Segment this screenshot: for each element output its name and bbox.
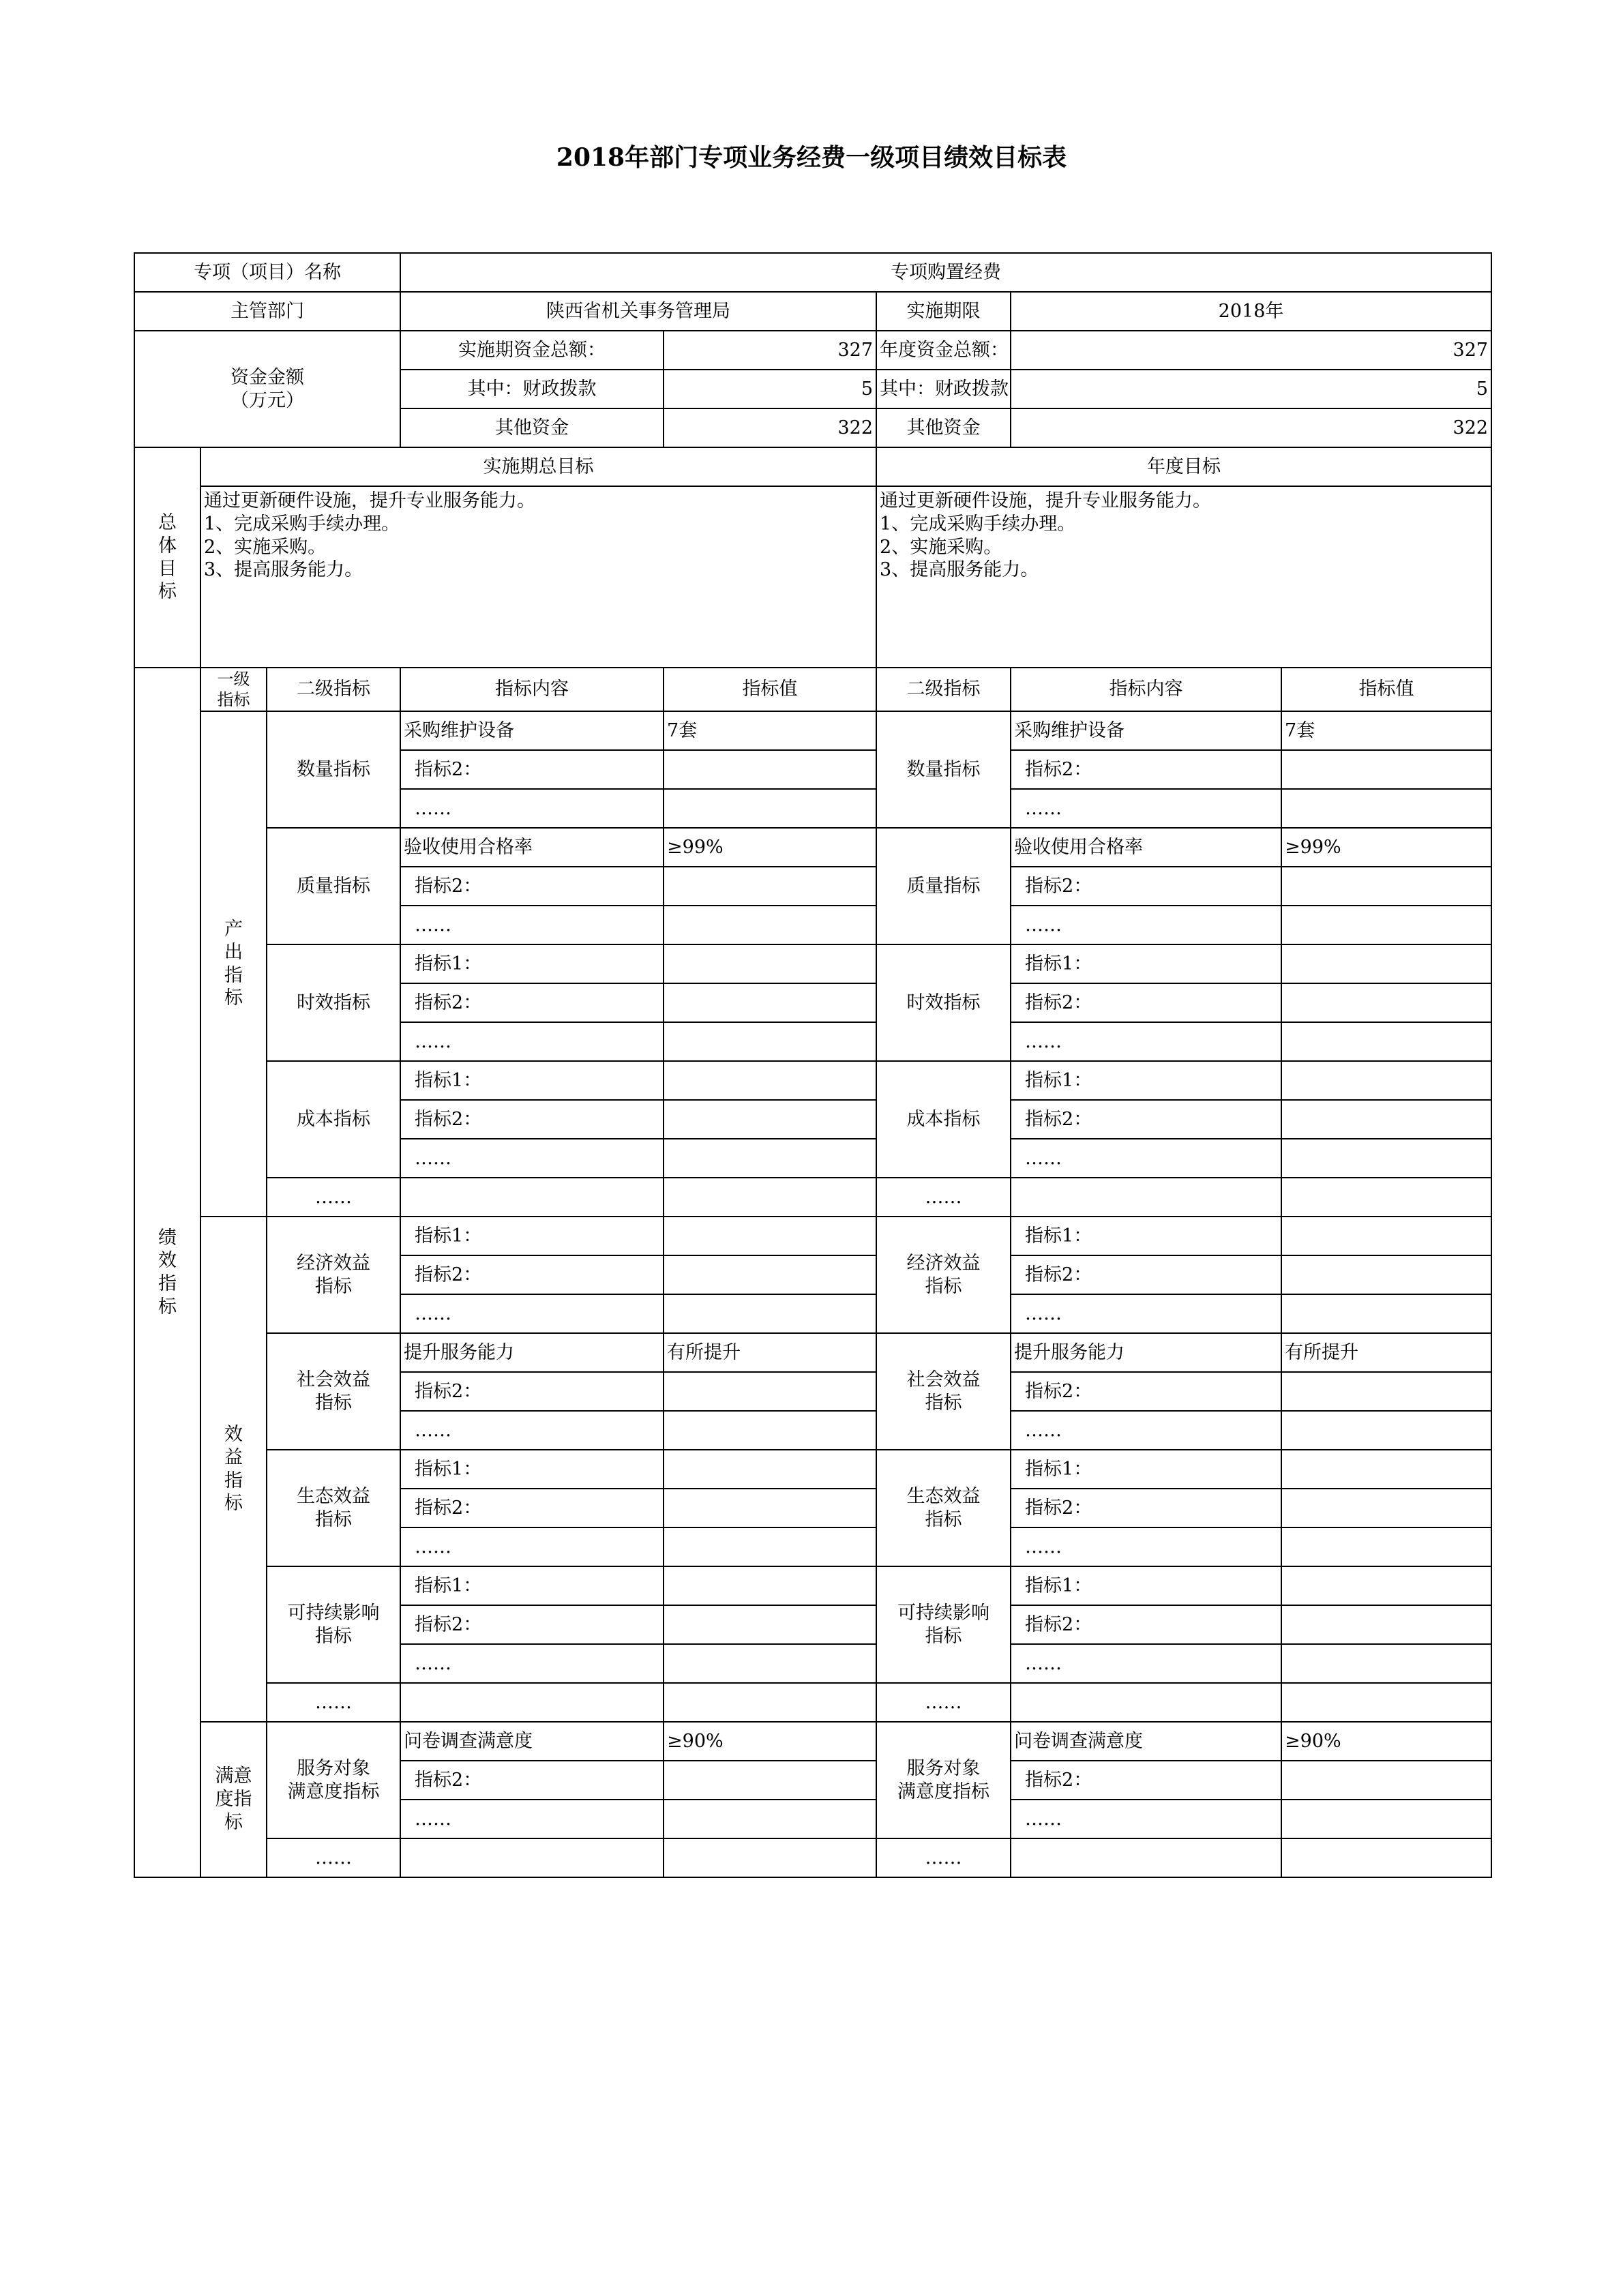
year-fiscal-label: 其中：财政拨款	[876, 370, 1011, 408]
indicator-content-left: 验收使用合格率	[400, 828, 664, 867]
indicator-content-right: 指标1：	[1011, 1450, 1281, 1489]
level1-indicator-label: 产 出 指 标	[200, 711, 267, 1217]
indicator-content-right: 指标1：	[1011, 944, 1281, 983]
value-empty-right	[1281, 1178, 1491, 1217]
indicator-content-left: 指标1：	[400, 1217, 664, 1255]
indicator-value-left: 7套	[664, 711, 876, 750]
indicator-value-left	[664, 1761, 876, 1800]
performance-target-table	[134, 252, 1492, 1878]
impl-other-value: 322	[664, 408, 876, 447]
indicator-header-row	[134, 668, 1491, 711]
indicator-content-left: 指标2：	[400, 1605, 664, 1644]
value-header-left: 指标值	[664, 668, 876, 711]
page-title: 2018年部门专项业务经费一级项目绩效目标表	[556, 143, 1067, 172]
indicator-content-right: ……	[1011, 789, 1281, 828]
project-name-value: 专项购置经费	[400, 253, 1491, 292]
level2-indicator-right: 成本指标	[876, 1061, 1011, 1178]
funds-label	[134, 331, 400, 447]
year-goal-header: 年度目标	[876, 447, 1491, 486]
indicator-value-right	[1281, 750, 1491, 789]
level1-indicator-label: 效 益 指 标	[200, 1217, 267, 1722]
indicator-content-right: 指标2：	[1011, 1100, 1281, 1139]
indicator-value-right	[1281, 867, 1491, 906]
content-header-left: 指标内容	[400, 668, 664, 711]
indicator-content-left: 指标2：	[400, 1761, 664, 1800]
indicator-value-right	[1281, 1800, 1491, 1838]
indicator-content-right: 验收使用合格率	[1011, 828, 1281, 867]
indicator-content-left: ……	[400, 1644, 664, 1683]
indicator-content-left: ……	[400, 789, 664, 828]
goals-header-row	[134, 447, 1491, 486]
level2-indicator-right: 可持续影响 指标	[876, 1566, 1011, 1683]
indicator-value-right: ≥99%	[1281, 828, 1491, 867]
level2-ellipsis-left: ……	[267, 1838, 400, 1877]
year-total-value: 327	[1011, 331, 1491, 370]
indicator-content-right: ……	[1011, 1022, 1281, 1061]
indicator-value-left	[664, 1294, 876, 1333]
indicator-value-right: 7套	[1281, 711, 1491, 750]
indicator-row	[134, 1566, 1491, 1605]
indicator-content-right: ……	[1011, 906, 1281, 944]
level2-ellipsis-right: ……	[876, 1838, 1011, 1877]
level2-ellipsis-right: ……	[876, 1683, 1011, 1722]
period-label: 实施期限	[876, 292, 1011, 331]
indicator-content-left: ……	[400, 1800, 664, 1838]
indicator-content-left: 提升服务能力	[400, 1333, 664, 1372]
level1-indicator-label: 满意 度指 标	[200, 1722, 267, 1877]
indicator-value-left	[664, 1527, 876, 1566]
content-empty-right	[1011, 1178, 1281, 1217]
indicator-value-left	[664, 1255, 876, 1294]
indicator-content-right: ……	[1011, 1294, 1281, 1333]
goals-text-row	[134, 486, 1491, 668]
indicator-value-right	[1281, 906, 1491, 944]
level2-indicator-right: 服务对象 满意度指标	[876, 1722, 1011, 1838]
level2-indicator-right: 社会效益 指标	[876, 1333, 1011, 1450]
level2-indicator-left: 生态效益 指标	[267, 1450, 400, 1566]
level2-indicator-left: 社会效益 指标	[267, 1333, 400, 1450]
level1-header: 一级 指标	[200, 668, 267, 711]
indicator-content-right: 指标1：	[1011, 1217, 1281, 1255]
indicator-content-left: 指标2：	[400, 1255, 664, 1294]
indicator-row	[134, 1450, 1491, 1489]
indicator-value-right	[1281, 1255, 1491, 1294]
level2-ellipsis-left: ……	[267, 1178, 400, 1217]
indicator-content-right: 问卷调查满意度	[1011, 1722, 1281, 1761]
indicator-row	[134, 1722, 1491, 1761]
funds-label-line1: 资金金额	[230, 366, 304, 388]
indicator-value-left: 有所提升	[664, 1333, 876, 1372]
indicator-value-right	[1281, 1644, 1491, 1683]
indicator-content-right: 指标2：	[1011, 1372, 1281, 1411]
indicator-content-left: 指标1：	[400, 1450, 664, 1489]
indicator-content-right: 指标2：	[1011, 867, 1281, 906]
level2-indicator-left: 数量指标	[267, 711, 400, 828]
indicator-content-right: 指标2：	[1011, 1761, 1281, 1800]
indicator-value-left: ≥99%	[664, 828, 876, 867]
indicator-value-right	[1281, 1372, 1491, 1411]
value-empty-left	[664, 1178, 876, 1217]
indicator-content-right: ……	[1011, 1644, 1281, 1683]
indicator-value-left	[664, 944, 876, 983]
indicator-content-left: 采购维护设备	[400, 711, 664, 750]
indicator-value-right	[1281, 1527, 1491, 1566]
level2-indicator-right: 时效指标	[876, 944, 1011, 1061]
indicator-content-right: 提升服务能力	[1011, 1333, 1281, 1372]
indicator-value-left	[664, 1022, 876, 1061]
indicator-content-left: 指标2：	[400, 1372, 664, 1411]
level2-ellipsis-left: ……	[267, 1683, 400, 1722]
indicator-content-left: ……	[400, 1527, 664, 1566]
indicator-content-left: ……	[400, 1022, 664, 1061]
indicator-content-right: 指标2：	[1011, 1489, 1281, 1527]
indicator-value-right: ≥90%	[1281, 1722, 1491, 1761]
indicator-value-right	[1281, 1489, 1491, 1527]
indicator-row	[134, 1061, 1491, 1100]
funds-label-line2: （万元）	[230, 389, 304, 411]
indicator-content-left: 指标1：	[400, 1061, 664, 1100]
perf-indicator-side-label: 绩 效 指 标	[134, 668, 200, 1877]
indicator-content-left: 指标1：	[400, 1566, 664, 1605]
indicator-content-right: 指标2：	[1011, 1605, 1281, 1644]
indicator-value-left	[664, 1800, 876, 1838]
content-empty-left	[400, 1178, 664, 1217]
indicator-value-left	[664, 1372, 876, 1411]
period-value: 2018年	[1011, 292, 1491, 331]
indicator-content-right: 指标1：	[1011, 1566, 1281, 1605]
indicator-ellipsis-row	[134, 1683, 1491, 1722]
indicator-content-right: ……	[1011, 1527, 1281, 1566]
level2-indicator-left: 时效指标	[267, 944, 400, 1061]
indicator-row	[134, 711, 1491, 750]
level2-header-left: 二级指标	[267, 668, 400, 711]
value-empty-right	[1281, 1838, 1491, 1877]
dept-row	[134, 292, 1491, 331]
level2-indicator-left: 成本指标	[267, 1061, 400, 1178]
indicator-value-right	[1281, 1022, 1491, 1061]
indicator-value-left	[664, 789, 876, 828]
indicator-row	[134, 1217, 1491, 1255]
indicator-content-left: 问卷调查满意度	[400, 1722, 664, 1761]
year-goal-text: 通过更新硬件设施，提升专业服务能力。 1、完成采购手续办理。 2、实施采购。 3、提高服务能力。	[876, 486, 1491, 668]
indicator-content-left: 指标2：	[400, 750, 664, 789]
level2-indicator-left: 可持续影响 指标	[267, 1566, 400, 1683]
indicator-content-left: ……	[400, 1294, 664, 1333]
indicator-value-left	[664, 1450, 876, 1489]
indicator-row	[134, 944, 1491, 983]
indicator-content-left: ……	[400, 1139, 664, 1178]
indicator-content-left: 指标2：	[400, 867, 664, 906]
indicator-value-right	[1281, 1411, 1491, 1450]
indicator-content-left: 指标2：	[400, 1489, 664, 1527]
level2-indicator-right: 生态效益 指标	[876, 1450, 1011, 1566]
indicator-content-right: 指标2：	[1011, 1255, 1281, 1294]
indicator-value-left	[664, 906, 876, 944]
indicator-value-left	[664, 1411, 876, 1450]
indicator-value-right	[1281, 1605, 1491, 1644]
level2-indicator-left: 质量指标	[267, 828, 400, 944]
indicator-value-right	[1281, 1450, 1491, 1489]
indicator-content-right: 采购维护设备	[1011, 711, 1281, 750]
indicator-value-left	[664, 1061, 876, 1100]
indicator-value-right	[1281, 1761, 1491, 1800]
dept-value: 陕西省机关事务管理局	[400, 292, 876, 331]
level2-indicator-right: 质量指标	[876, 828, 1011, 944]
year-other-label: 其他资金	[876, 408, 1011, 447]
indicator-value-right	[1281, 1217, 1491, 1255]
indicator-row	[134, 828, 1491, 867]
indicator-value-left	[664, 867, 876, 906]
year-other-value: 322	[1011, 408, 1491, 447]
indicator-content-left: ……	[400, 906, 664, 944]
impl-goal-header: 实施期总目标	[200, 447, 876, 486]
indicator-value-left	[664, 1139, 876, 1178]
indicator-value-right: 有所提升	[1281, 1333, 1491, 1372]
content-header-right: 指标内容	[1011, 668, 1281, 711]
impl-fiscal-value: 5	[664, 370, 876, 408]
impl-total-label: 实施期资金总额：	[400, 331, 664, 370]
indicator-value-right	[1281, 1100, 1491, 1139]
indicator-content-right: ……	[1011, 1800, 1281, 1838]
indicator-value-right	[1281, 1061, 1491, 1100]
indicator-content-left: 指标2：	[400, 983, 664, 1022]
value-empty-right	[1281, 1683, 1491, 1722]
level2-header-right: 二级指标	[876, 668, 1011, 711]
content-empty-right	[1011, 1838, 1281, 1877]
impl-fiscal-label: 其中：财政拨款	[400, 370, 664, 408]
indicator-content-left: 指标1：	[400, 944, 664, 983]
year-total-label: 年度资金总额：	[876, 331, 1011, 370]
level2-indicator-right: 经济效益 指标	[876, 1217, 1011, 1333]
indicator-value-right	[1281, 789, 1491, 828]
indicator-value-left	[664, 1605, 876, 1644]
indicator-value-right	[1281, 1566, 1491, 1605]
indicator-row	[134, 1333, 1491, 1372]
year-fiscal-value: 5	[1011, 370, 1491, 408]
indicator-value-right	[1281, 1139, 1491, 1178]
value-empty-left	[664, 1683, 876, 1722]
overall-goal-side-label: 总 体 目 标	[134, 447, 200, 668]
indicator-content-right: 指标1：	[1011, 1061, 1281, 1100]
indicator-content-left: ……	[400, 1411, 664, 1450]
funds-row-total	[134, 331, 1491, 370]
impl-goal-text: 通过更新硬件设施，提升专业服务能力。 1、完成采购手续办理。 2、实施采购。 3、提高服务能力。	[200, 486, 876, 668]
indicator-value-left	[664, 750, 876, 789]
indicator-value-left: ≥90%	[664, 1722, 876, 1761]
level2-indicator-left: 服务对象 满意度指标	[267, 1722, 400, 1838]
level2-indicator-left: 经济效益 指标	[267, 1217, 400, 1333]
impl-other-label: 其他资金	[400, 408, 664, 447]
indicator-value-right	[1281, 983, 1491, 1022]
indicator-content-right: ……	[1011, 1139, 1281, 1178]
indicator-value-left	[664, 1644, 876, 1683]
value-empty-left	[664, 1838, 876, 1877]
indicator-value-right	[1281, 944, 1491, 983]
value-header-right: 指标值	[1281, 668, 1491, 711]
indicator-content-right: ……	[1011, 1411, 1281, 1450]
indicator-ellipsis-row	[134, 1178, 1491, 1217]
dept-label: 主管部门	[134, 292, 400, 331]
indicator-value-left	[664, 1489, 876, 1527]
level2-ellipsis-right: ……	[876, 1178, 1011, 1217]
indicator-value-left	[664, 1100, 876, 1139]
indicator-ellipsis-row	[134, 1838, 1491, 1877]
indicator-content-right: 指标2：	[1011, 750, 1281, 789]
content-empty-right	[1011, 1683, 1281, 1722]
indicator-value-left	[664, 1566, 876, 1605]
project-name-label: 专项（项目）名称	[134, 253, 400, 292]
indicator-value-right	[1281, 1294, 1491, 1333]
project-name-row	[134, 253, 1491, 292]
indicator-value-left	[664, 1217, 876, 1255]
content-empty-left	[400, 1683, 664, 1722]
indicator-value-left	[664, 983, 876, 1022]
impl-total-value: 327	[664, 331, 876, 370]
indicator-content-right: 指标2：	[1011, 983, 1281, 1022]
indicator-content-left: 指标2：	[400, 1100, 664, 1139]
content-empty-left	[400, 1838, 664, 1877]
level2-indicator-right: 数量指标	[876, 711, 1011, 828]
